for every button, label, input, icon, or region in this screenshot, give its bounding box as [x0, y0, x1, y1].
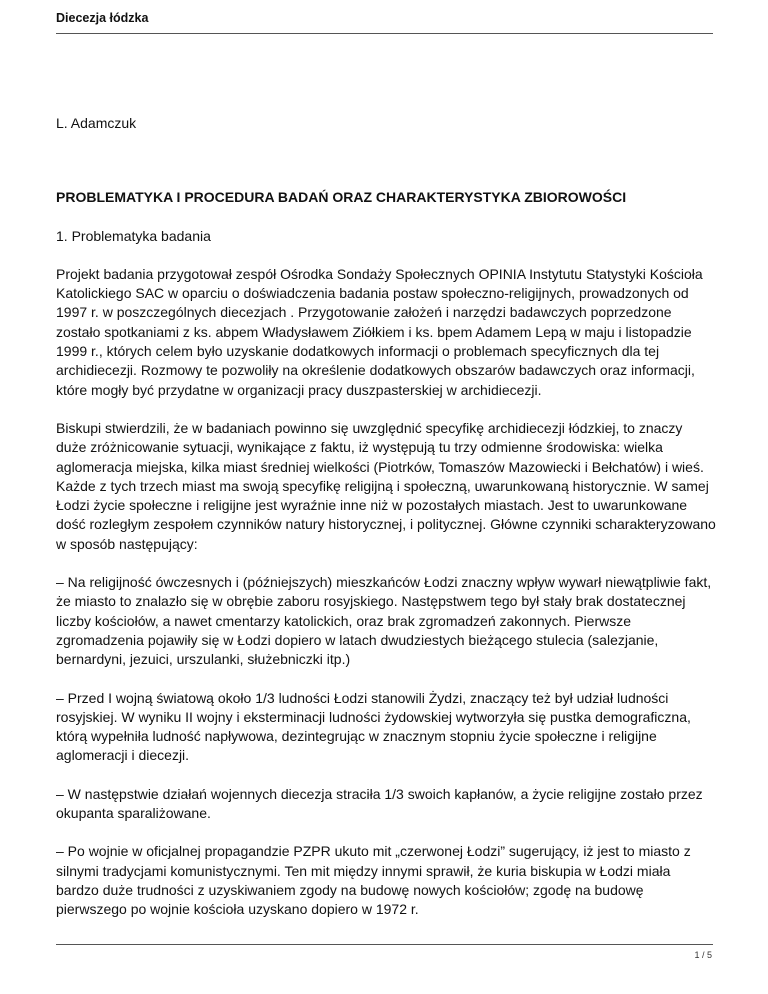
- author-name: L. Adamczuk: [56, 115, 137, 131]
- document-heading: PROBLEMATYKA I PROCEDURA BADAŃ ORAZ CHARAKTERYSTYKA ZBIOROWOŚCI: [56, 189, 627, 206]
- bullet-paragraph: – Przed I wojną światową około 1/3 ludności Łodzi stanowili Żydzi, znaczący też był udział ludności rosyjskiej. W wyniku II wojny i eksterminacji ludności żydowskiej wytworzyła się pustka demograficzna, którą wypełniła ludność napływowa, dezintegrując w znacznym stopniu życie społeczne i religijne aglomeracji i diecezji.: [56, 689, 691, 764]
- section-title: 1. Problematyka badania: [56, 227, 211, 244]
- paragraph: Projekt badania przygotował zespół Ośrodka Sondaży Społecznych OPINIA Instytutu Statystyki Kościoła Katolickiego SAC w oparciu o doświadczenia badania postaw społeczno-religijnych, prowadzonych od 1997 r. w poszczególnych diecezjach . Przygotowanie założeń i narzędzi badawczych poprzedzone zostało spotkaniami z ks. abpem Władysławem Ziółkiem i ks. bpem Adamem Lepą w maju i listopadzie 1999 r., których celem było uzyskanie dodatkowych informacji o problemach specyficznych dla tej archidiecezji. Rozmowy te pozwoliły na określenie dodatkowych obszarów badawczych oraz informacji, które mogły być przydatne w organizacji pracy duszpasterskiej w archidiecezji.: [56, 265, 703, 398]
- paragraph: Biskupi stwierdzili, że w badaniach powinno się uwzględnić specyfikę archidiecezji łódzkiej, to znaczy duże zróżnicowanie sytuacji, wynikające z faktu, iż występują tu trzy odmienne środowiska: wielka aglomeracja miejska, kilka miast średniej wielkości (Piotrków, Tomaszów Mazowiecki i Bełchatów) i wieś. Każde z tych trzech miast ma swoją specyfikę religijną i społeczną, uwarunkowaną historycznie. W samej Łodzi życie społeczne i religijne jest wyraźnie inne niż w pozostałych miastach. Jest to uwarunkowane dość rozległym zespołem czynników natury historycznej, i politycznej. Główne czynniki scharakteryzowano w sposób następujący:: [56, 419, 716, 552]
- bullet-paragraph: – Na religijność ówczesnych i (późniejszych) mieszkańców Łodzi znaczny wpływ wywarł niewątpliwie fakt, że miasto to znalazło się w obrębie zaboru rosyjskiego. Następstwem tego był stały brak dostatecznej liczby kościołów, a nawet cmentarzy katolickich, oraz brak zgromadzeń zakonnych. Pierwsze zgromadzenia pojawiły się w Łodzi dopiero w latach dwudziestych bieżącego stulecia (salezjanie, bernardyni, jezuici, urszulanki, służebniczki itp.): [56, 574, 712, 668]
- header-divider: [56, 33, 713, 34]
- page-number: 1 / 5: [694, 950, 712, 960]
- page-header-title: Diecezja łódzka: [56, 11, 149, 25]
- bullet-paragraph: – W następstwie działań wojennych diecezja straciła 1/3 swoich kapłanów, a życie religijne zostało przez okupanta sparaliżowane.: [56, 785, 703, 822]
- footer-divider: [56, 944, 713, 945]
- document-body: [56, 114, 716, 920]
- bullet-paragraph: – Po wojnie w oficjalnej propagandzie PZPR ukuto mit „czerwonej Łodzi” sugerujący, iż jest to miasto z silnymi tradycjami komunistycznymi. Ten mit między innymi sprawił, że kuria biskupia w Łodzi miała bardzo duże trudności z uzyskiwaniem zgody na budowę nowych kościołów; zgodę na budowę pierwszego po wojnie kościoła uzyskano dopiero w 1972 r.: [56, 843, 691, 918]
